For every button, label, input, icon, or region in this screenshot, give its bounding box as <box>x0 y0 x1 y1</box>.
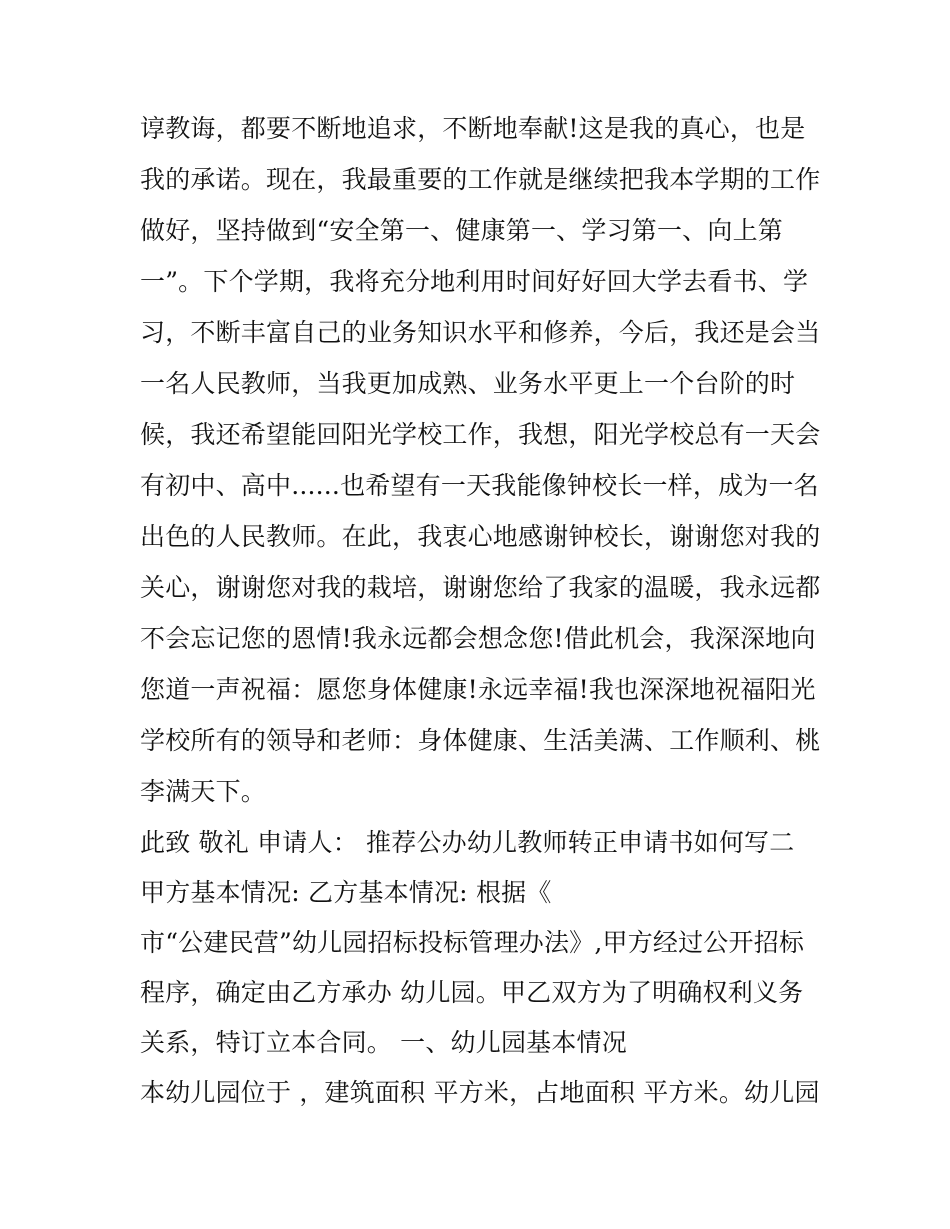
text-line-3: 做好，坚持做到“安全第一、健康第一、学习第一、向上第 <box>140 216 783 245</box>
text-line-12: 您道一声祝福：愿您身体健康!永远幸福!我也深深地祝福阳光 <box>140 675 816 704</box>
text-line-17: 市“公建民营”幼儿园招标投标管理办法》,甲方经过公开招标 <box>140 928 805 957</box>
text-line-7: 候，我还希望能回阳光学校工作，我想，阳光学校总有一天会 <box>140 420 821 449</box>
document-body <box>140 103 830 1118</box>
text-line-5: 习，不断丰富自己的业务知识水平和修养，今后，我还是会当 <box>140 318 821 347</box>
text-line-9: 出色的人民教师。在此，我衷心地感谢钟校长，谢谢您对我的 <box>140 522 821 551</box>
text-line-10: 关心，谢谢您对我的栽培，谢谢您给了我家的温暖，我永远都 <box>140 573 821 602</box>
text-line-8: 有初中、高中......也希望有一天我能像钟校长一样，成为一名 <box>140 471 819 500</box>
text-line-13: 学校所有的领导和老师：身体健康、生活美满、工作顺利、桃 <box>140 726 821 755</box>
text-line-16: 甲方基本情况: 乙方基本情况: 根据《 <box>140 878 552 907</box>
text-line-11: 不会忘记您的恩情!我永远都会想念您!借此机会，我深深地向 <box>140 624 816 653</box>
text-line-6: 一名人民教师，当我更加成熟、业务水平更上一个台阶的时 <box>140 369 796 398</box>
text-line-19: 关系，特订立本合同。 一、幼儿园基本情况 <box>140 1028 627 1057</box>
text-line-14: 李满天下。 <box>140 777 267 806</box>
text-line-2: 我的承诺。现在，我最重要的工作就是继续把我本学期的工作 <box>140 165 821 194</box>
text-line-1: 谆教诲，都要不断地追求，不断地奉献!这是我的真心，也是 <box>140 114 806 143</box>
text-line-20: 本幼儿园位于 ，建筑面积 平方米，占地面积 平方米。幼儿园 <box>140 1078 820 1107</box>
text-line-18: 程序，确定由乙方承办 幼儿园。甲乙双方为了明确权利义务 <box>140 978 804 1007</box>
text-line-15: 此致 敬礼 申请人： 推荐公办幼儿教师转正申请书如何写二 <box>140 828 795 857</box>
text-line-4: 一”。下个学期，我将充分地利用时间好好回大学去看书、学 <box>140 267 809 296</box>
